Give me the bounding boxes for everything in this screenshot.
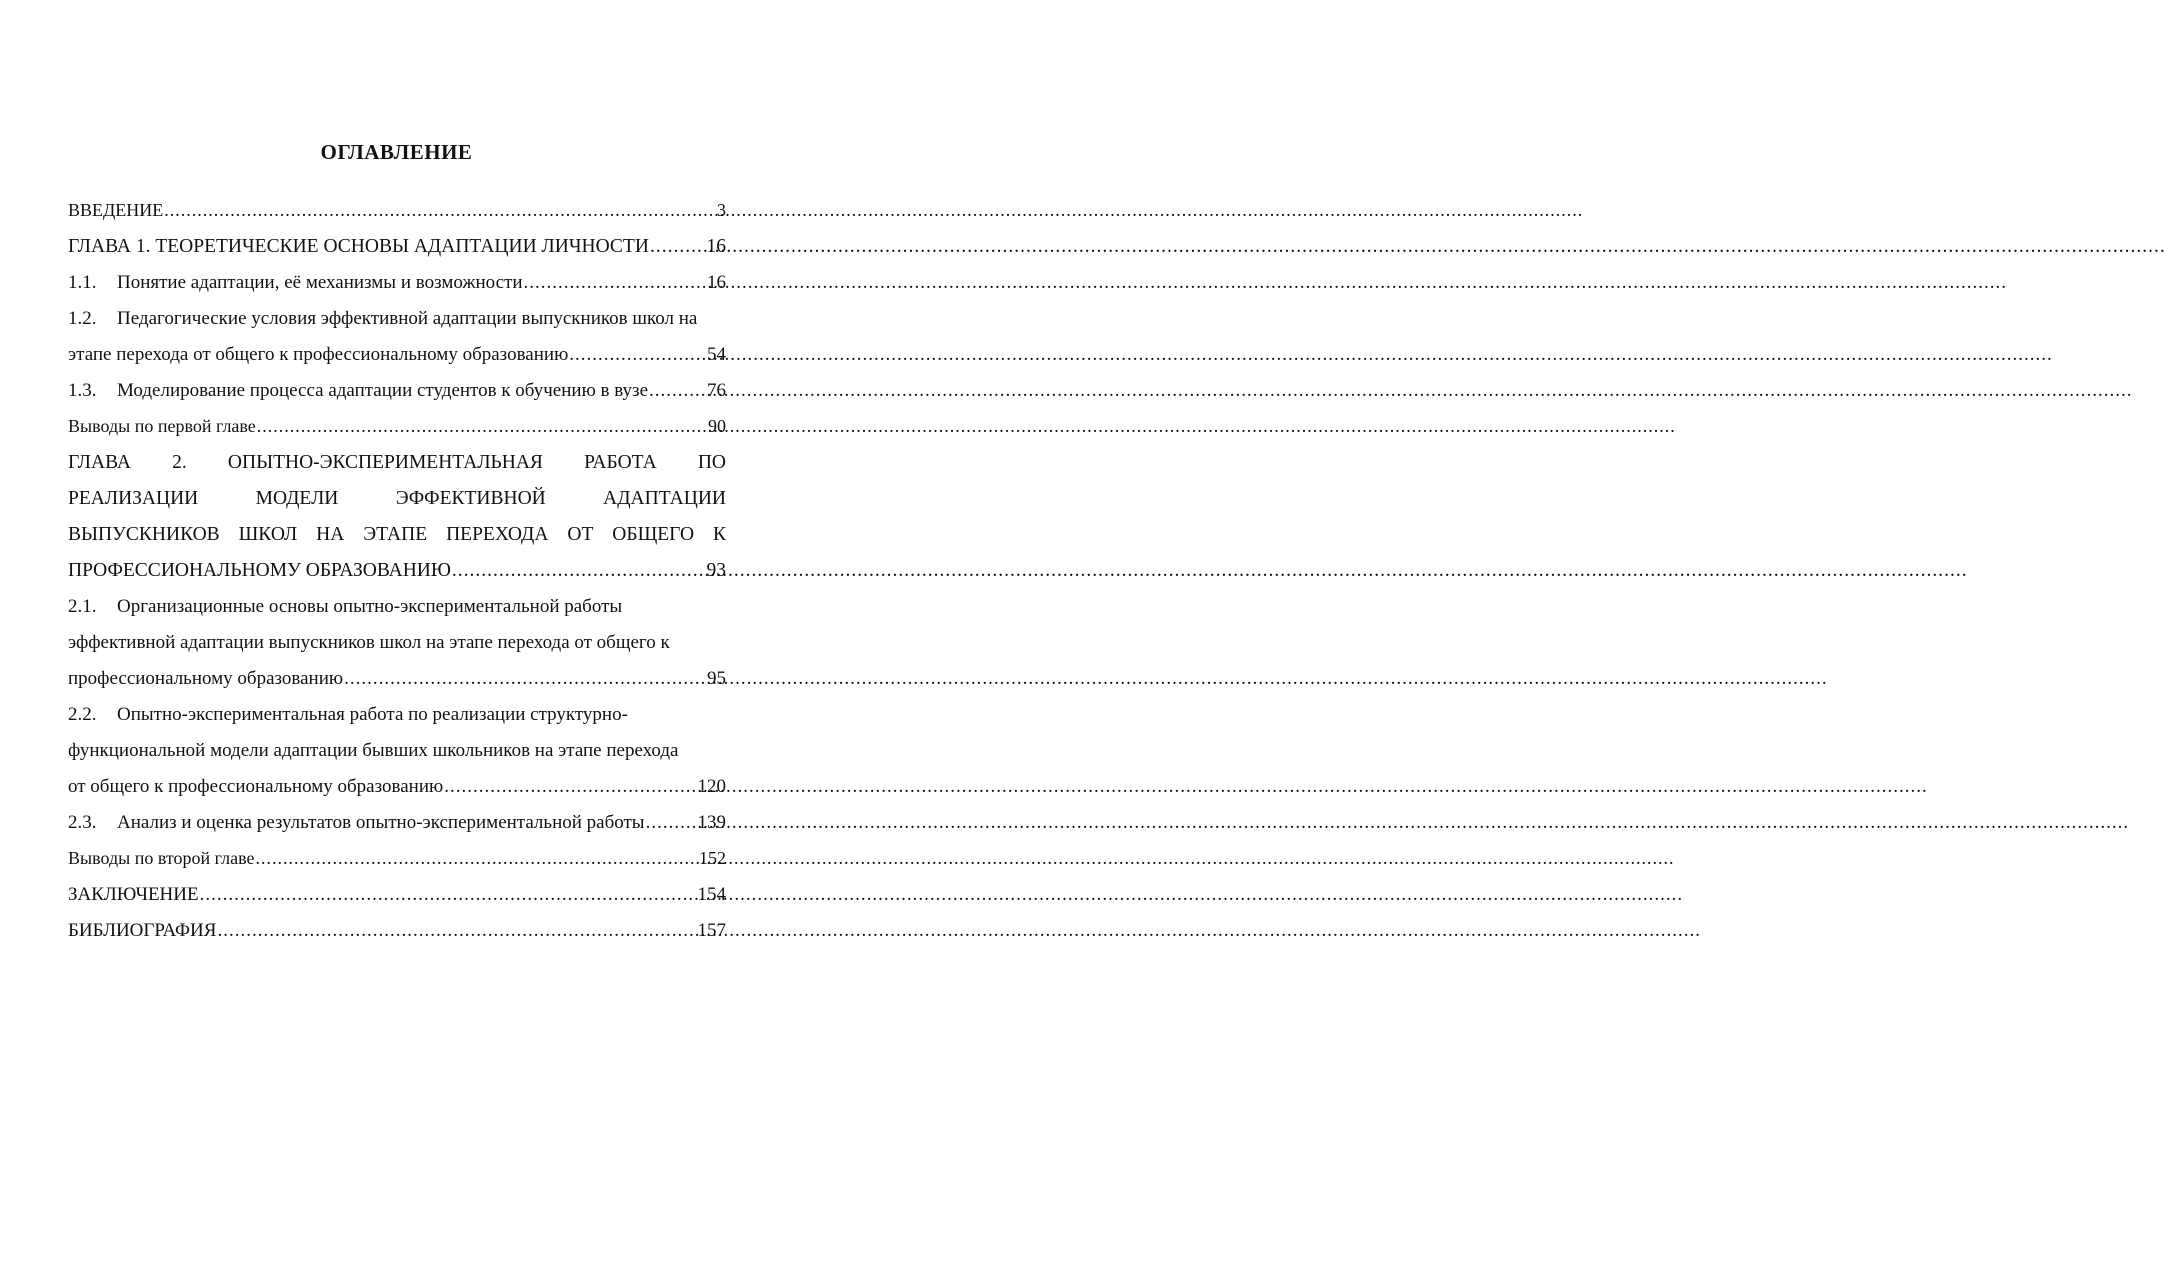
- toc-entry-chapter-2-line-4: [68, 560, 726, 596]
- toc-section-number: 2.2.: [68, 704, 97, 725]
- toc-section-number: 1.2.: [68, 308, 97, 329]
- leader-dots: [255, 848, 698, 869]
- toc-entry-text: профессиональному образованию: [68, 668, 344, 689]
- toc-page-number: 139: [697, 812, 726, 833]
- leader-dots: [649, 380, 706, 402]
- toc-entry-2-2-line-2: [68, 740, 726, 776]
- toc-entry-text: Организационные основы опытно-экспериментальной работы: [117, 596, 623, 617]
- toc-entry-1-2-line-2: [68, 344, 726, 380]
- leader-dots: [650, 236, 706, 258]
- toc-entry-2-2-line-3: [68, 776, 726, 812]
- toc-entry-chapter-1: [68, 236, 726, 272]
- leader-dots: [257, 416, 707, 437]
- toc-page-number: 54: [707, 344, 726, 365]
- toc-page-number: 16: [707, 272, 726, 293]
- toc-entry-chapter-2-line-1: ГЛАВА 2. ОПЫТНО-ЭКСПЕРИМЕНТАЛЬНАЯ РАБОТА ПО: [68, 452, 726, 473]
- toc-entry-conclusion: [68, 884, 726, 920]
- toc-entry-intro: [68, 200, 726, 236]
- toc-entry-conclusions-1: [68, 416, 726, 452]
- toc-entry-text: функциональной модели адаптации бывших школьников на этапе перехода: [68, 740, 679, 761]
- leader-dots: [646, 812, 697, 834]
- toc-entry-text: ГЛАВА 1. ТЕОРЕТИЧЕСКИЕ ОСНОВЫ АДАПТАЦИИ ЛИЧНОСТИ: [68, 236, 649, 257]
- table-of-contents: [68, 200, 726, 956]
- toc-entry-text: Выводы по первой главе: [68, 416, 256, 436]
- toc-entry-1-2-line-1: [68, 308, 726, 344]
- toc-page-number: 76: [707, 380, 726, 401]
- toc-entry-2-1-line-2: [68, 632, 726, 668]
- toc-entry-text: Опытно-экспериментальная работа по реализации структурно-: [117, 704, 628, 725]
- document-page: [0, 0, 793, 1261]
- toc-entry-2-1-line-3: [68, 668, 726, 704]
- toc-section-number: 1.1.: [68, 272, 97, 293]
- toc-page-number: 152: [699, 848, 726, 868]
- toc-entry-text: Выводы по второй главе: [68, 848, 255, 868]
- toc-entry-text: ВВЕДЕНИЕ: [68, 200, 164, 220]
- toc-page-number: 93: [706, 560, 726, 581]
- toc-entry-text: ПРОФЕССИОНАЛЬНОМУ ОБРАЗОВАНИЮ: [68, 560, 451, 581]
- toc-entry-text: от общего к профессиональному образованию: [68, 776, 444, 797]
- toc-section-number: 1.3.: [68, 380, 97, 401]
- leader-dots: [444, 776, 696, 798]
- toc-entry-conclusions-2: [68, 848, 726, 884]
- toc-page-number: 16: [706, 236, 726, 257]
- toc-section-number: 2.3.: [68, 812, 97, 833]
- toc-page-number: 95: [707, 668, 726, 689]
- toc-page-number: 120: [697, 776, 726, 797]
- leader-dots: [452, 560, 706, 582]
- leader-dots: [200, 884, 697, 906]
- toc-entry-text: эффективной адаптации выпускников школ на этапе перехода от общего к: [68, 632, 670, 653]
- leader-dots: [344, 668, 706, 690]
- toc-entry-chapter-2-line-3: ВЫПУСКНИКОВ ШКОЛ НА ЭТАПЕ ПЕРЕХОДА ОТ ОБЩЕГО К: [68, 524, 726, 545]
- toc-entry-chapter-2-line-2: РЕАЛИЗАЦИИ МОДЕЛИ ЭФФЕКТИВНОЙ АДАПТАЦИИ: [68, 488, 726, 509]
- toc-entry-2-1-line-1: [68, 596, 726, 632]
- toc-entry-2-3: [68, 812, 726, 848]
- toc-entry-text: ЗАКЛЮЧЕНИЕ: [68, 884, 199, 905]
- toc-entry-text: БИБЛИОГРАФИЯ: [68, 920, 217, 941]
- toc-entry-text: Анализ и оценка результатов опытно-экспериментальной работы: [117, 812, 645, 833]
- page-title: ОГЛАВЛЕНИЕ: [320, 140, 473, 164]
- leader-dots: [569, 344, 706, 366]
- toc-entry-text: Педагогические условия эффективной адаптации выпускников школ на: [117, 308, 698, 329]
- toc-page-number: 3: [717, 200, 726, 220]
- toc-entry-text: Моделирование процесса адаптации студентов к обучению в вузе: [117, 380, 648, 401]
- toc-section-number: 2.1.: [68, 596, 97, 617]
- toc-entry-1-1: [68, 272, 726, 308]
- toc-entry-text: этапе перехода от общего к профессиональному образованию: [68, 344, 569, 365]
- toc-entry-bibliography: [68, 920, 726, 956]
- leader-dots: [164, 200, 716, 221]
- toc-entry-2-2-line-1: [68, 704, 726, 740]
- toc-page-number: 157: [697, 920, 726, 941]
- leader-dots: [217, 920, 696, 942]
- toc-entry-text: Понятие адаптации, её механизмы и возможности: [117, 272, 523, 293]
- leader-dots: [524, 272, 706, 294]
- toc-page-number: 154: [697, 884, 726, 905]
- toc-entry-1-3: [68, 380, 726, 416]
- toc-page-number: 90: [708, 416, 726, 436]
